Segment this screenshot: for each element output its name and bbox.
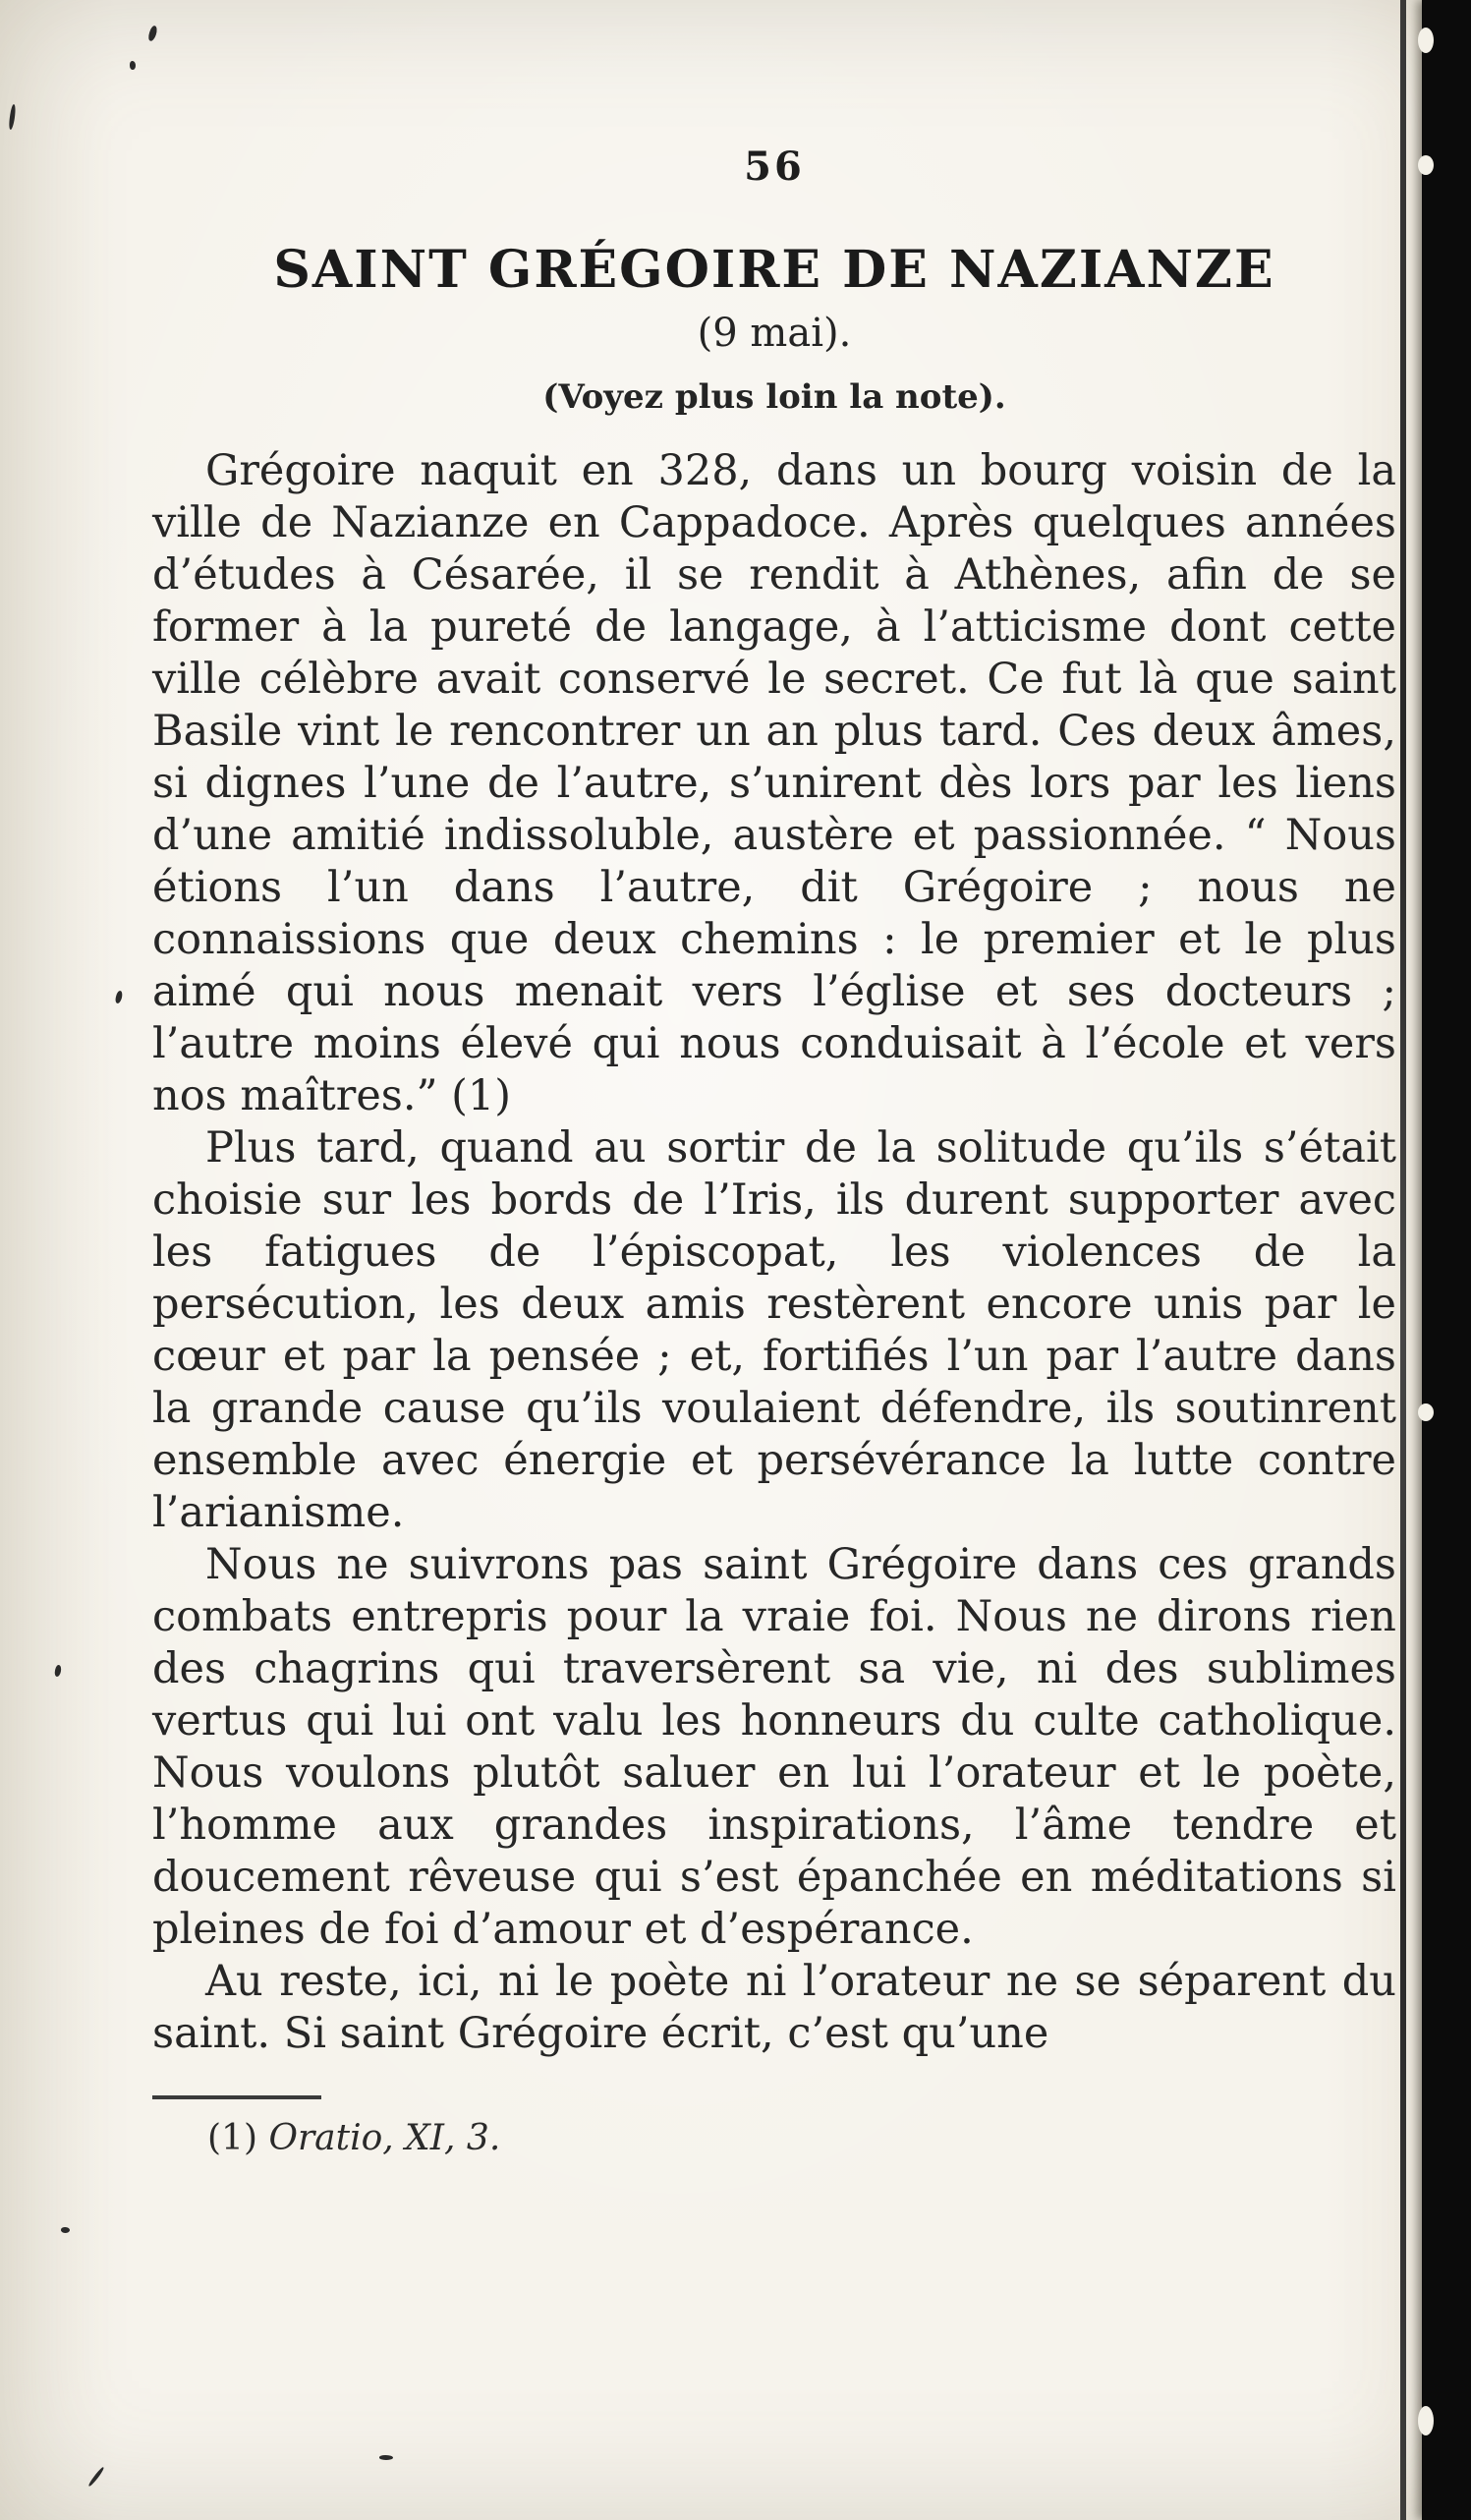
scan-artifact (8, 104, 17, 130)
scan-artifact (54, 1665, 62, 1678)
footnote-marker: (1) (207, 2117, 257, 2158)
footnote-rule (152, 2095, 321, 2099)
body-paragraph-2: Plus tard, quand au sortir de la solitude qu’ils s’était choisie sur les bords de l’Iris, ils durent supporter avec les fatigues de l’épiscopat, les violences de la persécution, les deux amis restèrent encore unis par le cœur et par la pensée ; et, fortifiés l’un par l’autre dans la grande cause qu’ils voulaient défendre, ils soutinrent ensemble avec énergie et persévérance la lutte contre l’arianisme. (152, 1122, 1396, 1537)
body-paragraph-1: Grégoire naquit en 328, dans un bourg voisin de la ville de Nazianze en Cappadoce. Après quelques années d’études à Césarée, il se rendit à Athènes, afin de se former à la pureté de langage, à l’atticisme dont cette ville célèbre avait conservé le secret. Ce fut là que saint Basile vint le rencontrer un an plus tard. Ces deux âmes, si dignes l’une de l’autre, s’unirent dès lors par les liens d’une amitié indissoluble, austère et passionnée. “ Nous étions l’un dans l’autre, dit Grégoire ; nous ne connaissions que deux chemins : le premier et le plus aimé qui nous menait vers l’église et ses docteurs ; l’autre moins élevé qui nous conduisait à l’école et vers nos maîtres.” (1) (152, 445, 1396, 1120)
scan-artifact (114, 990, 123, 1003)
scan-artifact (379, 2455, 393, 2460)
chapter-title: SAINT GRÉGOIRE DE NAZIANZE (273, 240, 1275, 300)
note-reference-line: (Voyez plus loin la note). (542, 376, 1006, 417)
body-text (152, 445, 1396, 2060)
binding-black-band (1422, 0, 1471, 2520)
feast-date-line: (9 mai). (697, 310, 852, 356)
binding-notch (1418, 1403, 1434, 1421)
page-number: 56 (744, 143, 805, 190)
body-paragraph-4: Au reste, ici, ni le poète ni l’orateur ne se séparent du saint. Si saint Grégoire écrit, c’est qu’une (152, 1956, 1396, 2058)
binding-notch (1418, 2406, 1434, 2435)
text-block (152, 143, 1396, 2159)
scan-artifact (130, 61, 136, 70)
binding-notch (1418, 155, 1434, 175)
scan-artifact (87, 2466, 105, 2487)
binding-shadow-line (1400, 0, 1406, 2520)
binding-notch (1418, 28, 1434, 53)
body-paragraph-3: Nous ne suivrons pas saint Grégoire dans ces grands combats entrepris pour la vraie foi. Nous ne dirons rien des chagrins qui traversèrent sa vie, ni des sublimes vertus qui lui ont valu les honneurs du culte catholique. Nous voulons plutôt saluer en lui l’orateur et le poète, l’homme aux grandes inspirations, l’âme tendre et doucement rêveuse qui s’est épanchée en méditations si pleines de foi d’amour et d’espérance. (152, 1539, 1396, 1954)
footnote (152, 2117, 1396, 2159)
footnote-text: Oratio, XI, 3. (268, 2117, 501, 2158)
scan-artifact (61, 2227, 70, 2233)
scan-artifact (147, 25, 159, 41)
